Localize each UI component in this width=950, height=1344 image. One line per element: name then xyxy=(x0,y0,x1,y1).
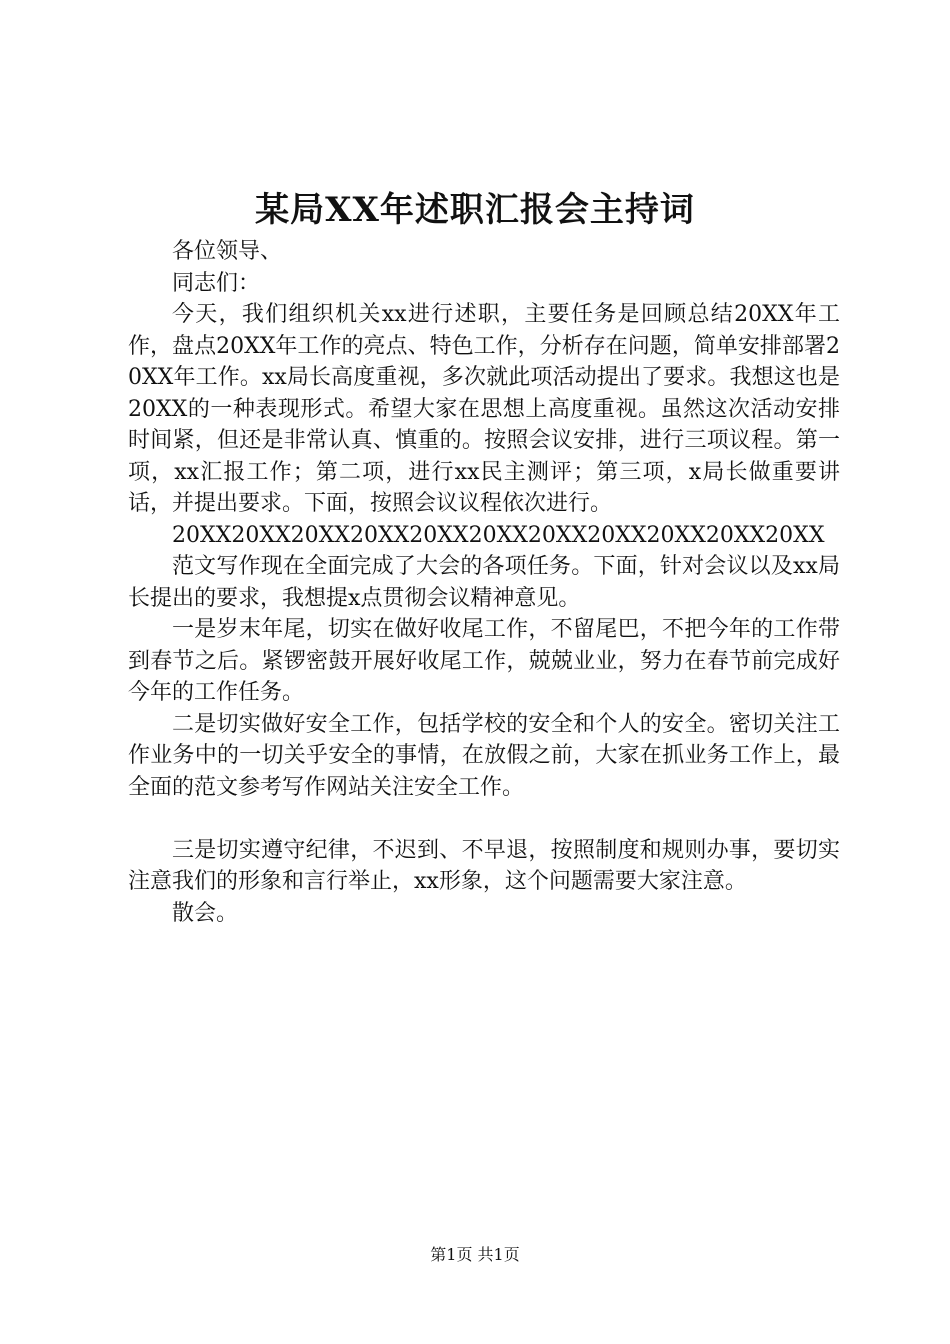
paragraph-point-three: 三是切实遵守纪律，不迟到、不早退，按照制度和规则办事，要切实注意我们的形象和言行举止，xx形象，这个问题需要大家注意。 xyxy=(128,837,840,894)
document-body xyxy=(128,236,840,929)
paragraph-opening: 今天，我们组织机关xx进行述职，主要任务是回顾总结20XX年工作，盘点20XX年工作的亮点、特色工作，分析存在问题，简单安排部署20XX年工作。xx局长高度重视，多次就此项活动提出了要求。我想这也是20XX的一种表现形式。希望大家在思想上高度重视。虽然这次活动安排时间紧，但还是非常认真、慎重的。按照会议安排，进行三项议程。第一项，xx汇报工作；第二项，进行xx民主测评；第三项，x局长做重要讲话，并提出要求。下面，按照会议议程依次进行。 xyxy=(128,302,840,516)
page-number-footer: 第1页 共1页 xyxy=(430,1245,520,1264)
salutation-line-2: 同志们： xyxy=(172,270,261,296)
paragraph-closing: 散会。 xyxy=(172,900,239,926)
salutation-line-1: 各位领导、 xyxy=(172,239,283,264)
document-title: 某局XX年述职汇报会主持词 xyxy=(255,190,695,230)
paragraph-point-one: 一是岁末年尾，切实在做好收尾工作，不留尾巴，不把今年的工作带到春节之后。紧锣密鼓开展好收尾工作，兢兢业业，努力在春节前完成好今年的工作任务。 xyxy=(128,617,840,705)
paragraph-summary: 范文写作现在全面完成了大会的各项任务。下面，针对会议以及xx局长提出的要求，我想提x点贯彻会议精神意见。 xyxy=(128,554,840,611)
paragraph-repeated-year: 20XX20XX20XX20XX20XX20XX20XX20XX20XX20XX20XX xyxy=(172,522,825,548)
paragraph-point-two: 二是切实做好安全工作，包括学校的安全和个人的安全。密切关注工作业务中的一切关乎安全的事情，在放假之前，大家在抓业务工作上，最全面的范文参考写作网站关注安全工作。 xyxy=(128,711,840,800)
